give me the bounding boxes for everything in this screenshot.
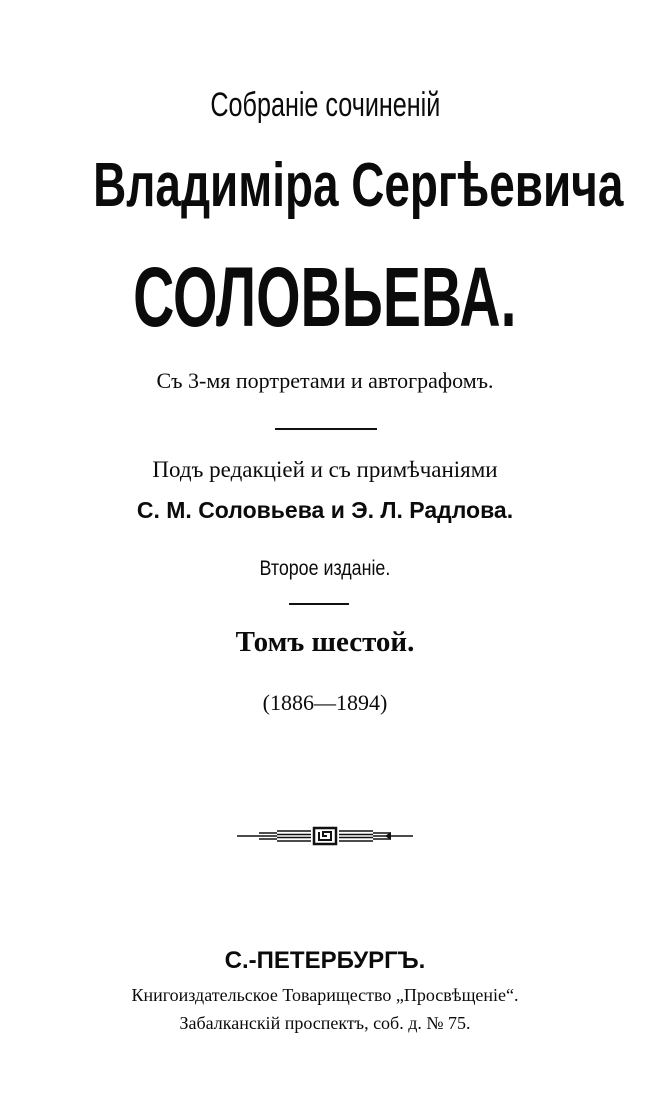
volume-title: Томъ шестой. — [235, 626, 415, 658]
publisher: Книгоиздательское Товарищество „Просвѣщеніе“. — [131, 985, 519, 1005]
divider-rule — [275, 428, 377, 430]
ornament-icon — [237, 826, 413, 846]
editors-names: С. М. Соловьева и Э. Л. Радлова. — [136, 497, 514, 523]
city: С.-ПЕТЕРБУРГЪ. — [224, 947, 426, 974]
portraits-note: Съ 3-мя портретами и автографомъ. — [156, 368, 494, 393]
author-surname: СОЛОВЬЕВА. — [133, 250, 517, 344]
edition-note: Второе изданіе. — [259, 557, 391, 580]
divider-rule-short — [289, 603, 349, 605]
author-name: Владиміра Сергѣевича — [93, 151, 624, 220]
editorship-note: Подъ редакціей и съ примѣчаніями — [152, 457, 498, 482]
collection-title: Собраніе сочиненій — [210, 86, 440, 124]
publisher-address: Забалканскій проспектъ, соб. д. № 75. — [179, 1013, 471, 1033]
volume-years: (1886—1894) — [262, 690, 388, 715]
